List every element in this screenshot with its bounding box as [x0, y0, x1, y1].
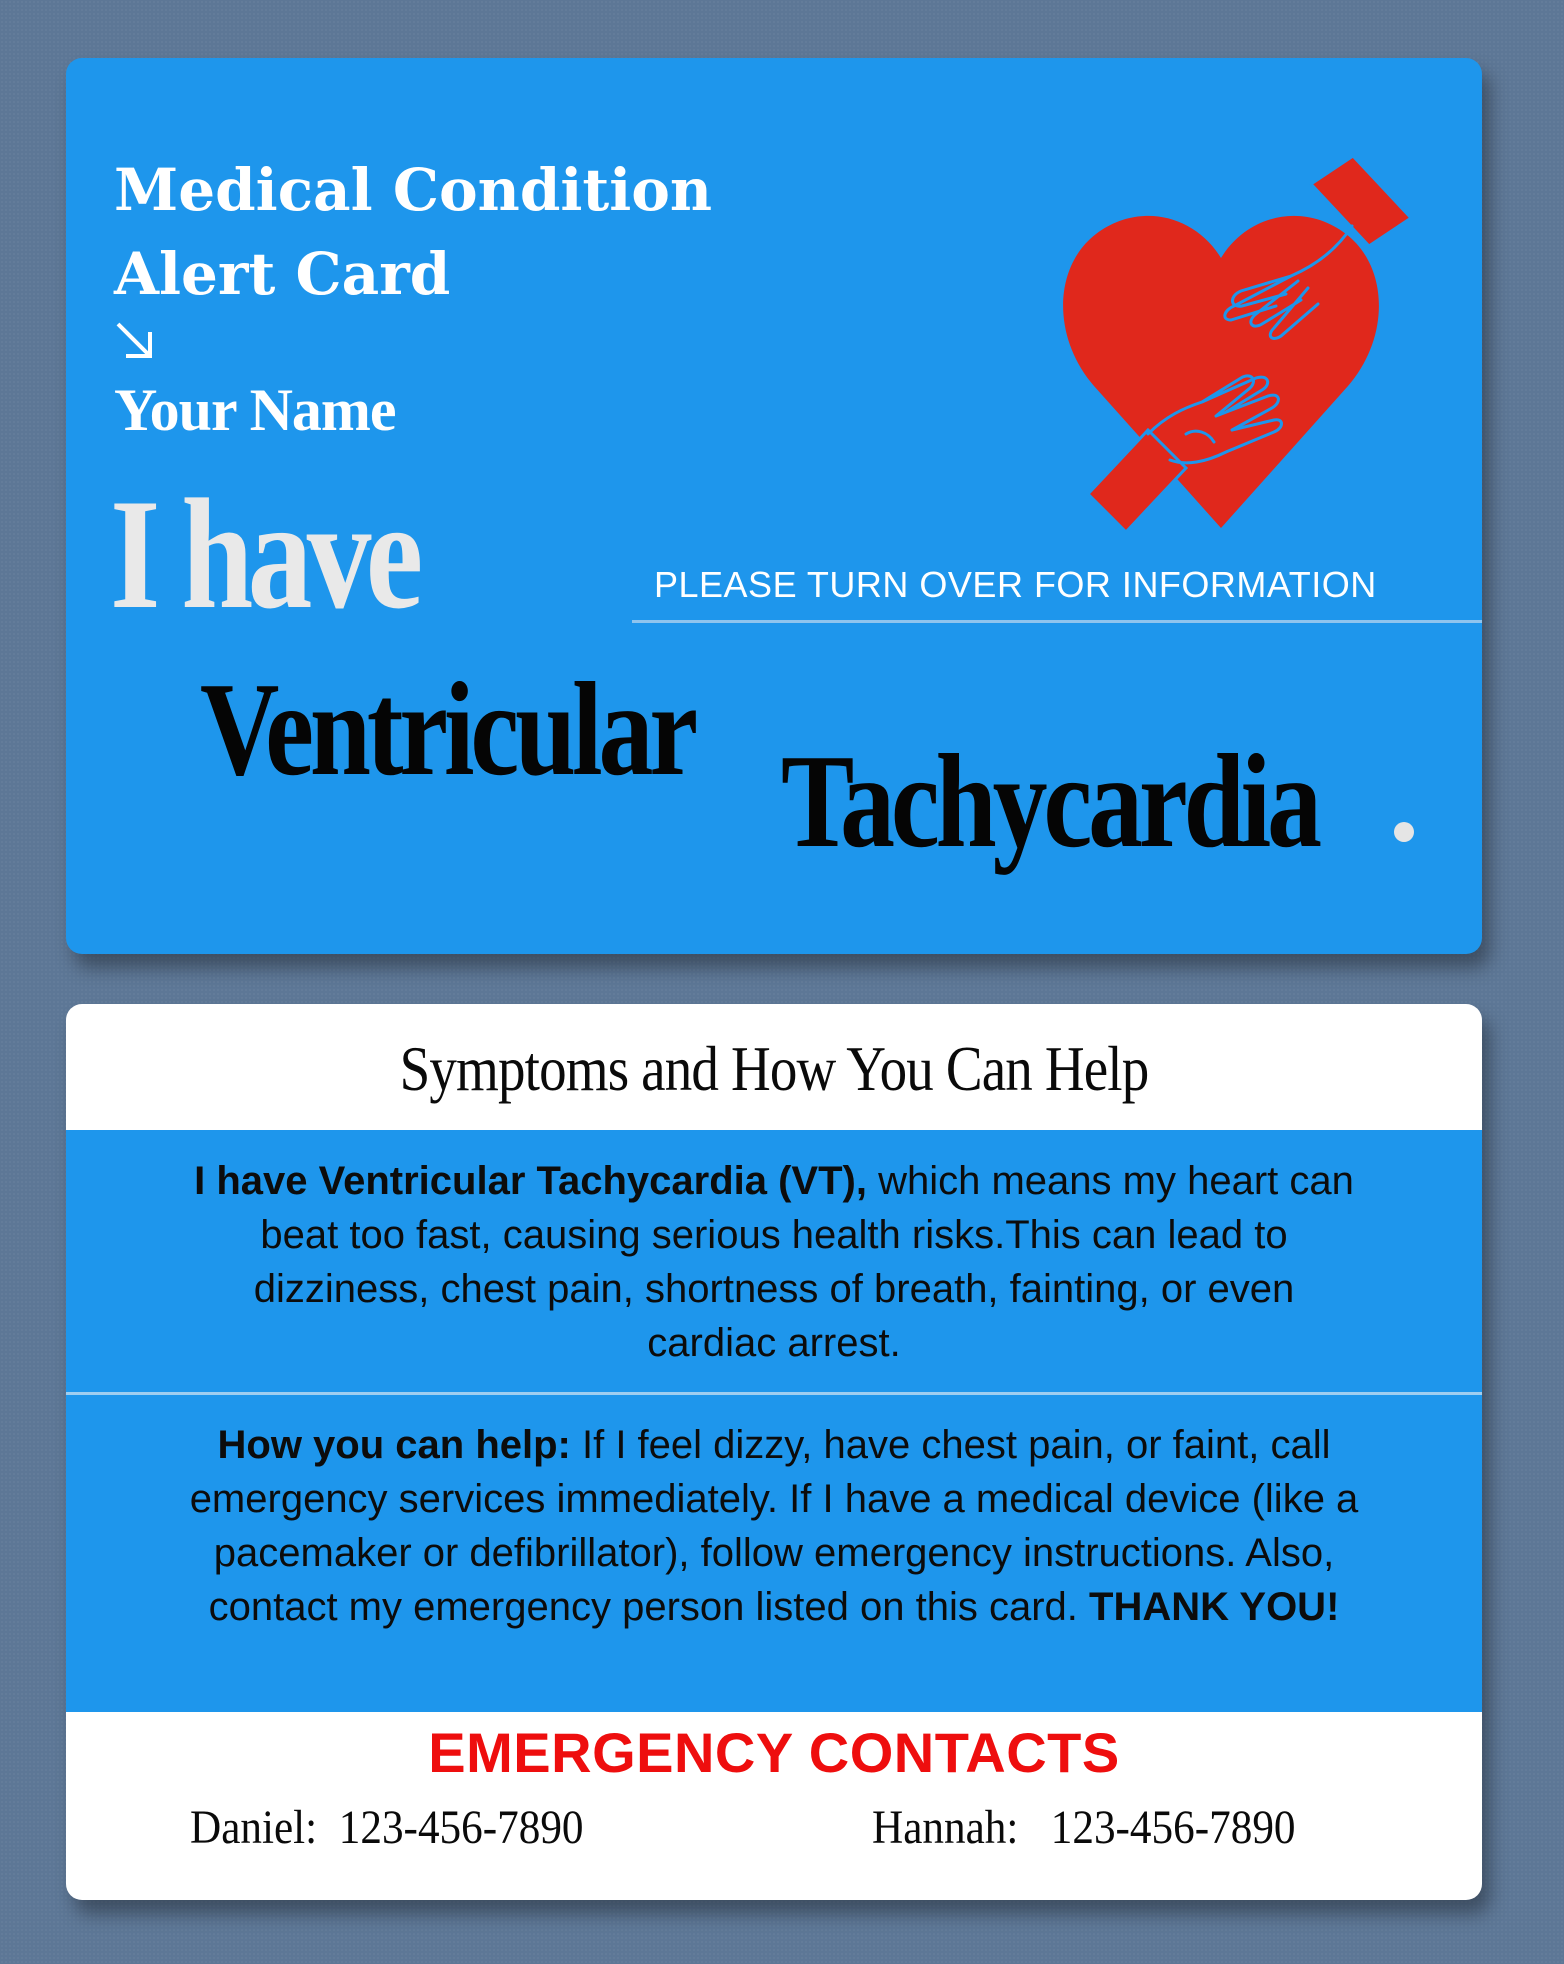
help-instructions: [186, 1418, 1362, 1634]
condition-word-tachycardia: Tachycardia: [781, 727, 1318, 875]
arrow-down-right-icon: [114, 320, 154, 360]
divider-line: [632, 620, 1482, 623]
help-instructions-text: If I feel dizzy, have chest pain, or faint, call emergency services immediately. If I have a medical device (like a pacemaker or defibrillator), follow emergency instructions. Also, contact my emergency person listed on this card.: [189, 1423, 1359, 1629]
emergency-contact: [872, 1800, 1296, 1855]
emergency-contacts-heading: EMERGENCY CONTACTS: [428, 1721, 1120, 1784]
card-back: [66, 1004, 1482, 1900]
card-title-line2: Alert Card: [114, 240, 451, 308]
thank-you-text: THANK YOU!: [1089, 1585, 1340, 1629]
help-instructions-label: How you can help:: [217, 1423, 571, 1467]
i-have-text: I have: [110, 467, 418, 642]
emergency-contact: [190, 1800, 584, 1855]
condition-description-bold: I have Ventricular Tachycardia (VT),: [194, 1159, 867, 1203]
condition-word-ventricular: Ventricular: [200, 655, 695, 803]
heart-with-helping-hands-icon: [1036, 116, 1456, 566]
contact-phone: 123-456-7890: [338, 1801, 584, 1854]
card-title: [114, 148, 712, 316]
panel-separator: [66, 1392, 1482, 1395]
info-panel: [66, 1130, 1482, 1712]
contact-phone: 123-456-7890: [1050, 1801, 1296, 1854]
condition-description: [186, 1154, 1362, 1370]
contact-name: Daniel:: [190, 1801, 318, 1854]
card-title-line1: Medical Condition: [114, 156, 713, 224]
back-title: Symptoms and How You Can Help: [399, 1033, 1149, 1104]
period-dot: [1394, 822, 1414, 842]
condition-description-text: which means my heart can beat too fast, causing serious health risks.This can lead to dizziness, chest pain, shortness of breath, fainting, or even cardiac arrest.: [253, 1159, 1354, 1365]
name-field: Your Name: [114, 377, 396, 443]
card-front: [66, 58, 1482, 954]
contact-name: Hannah:: [872, 1801, 1019, 1854]
turn-over-notice: PLEASE TURN OVER FOR INFORMATION: [654, 564, 1377, 605]
